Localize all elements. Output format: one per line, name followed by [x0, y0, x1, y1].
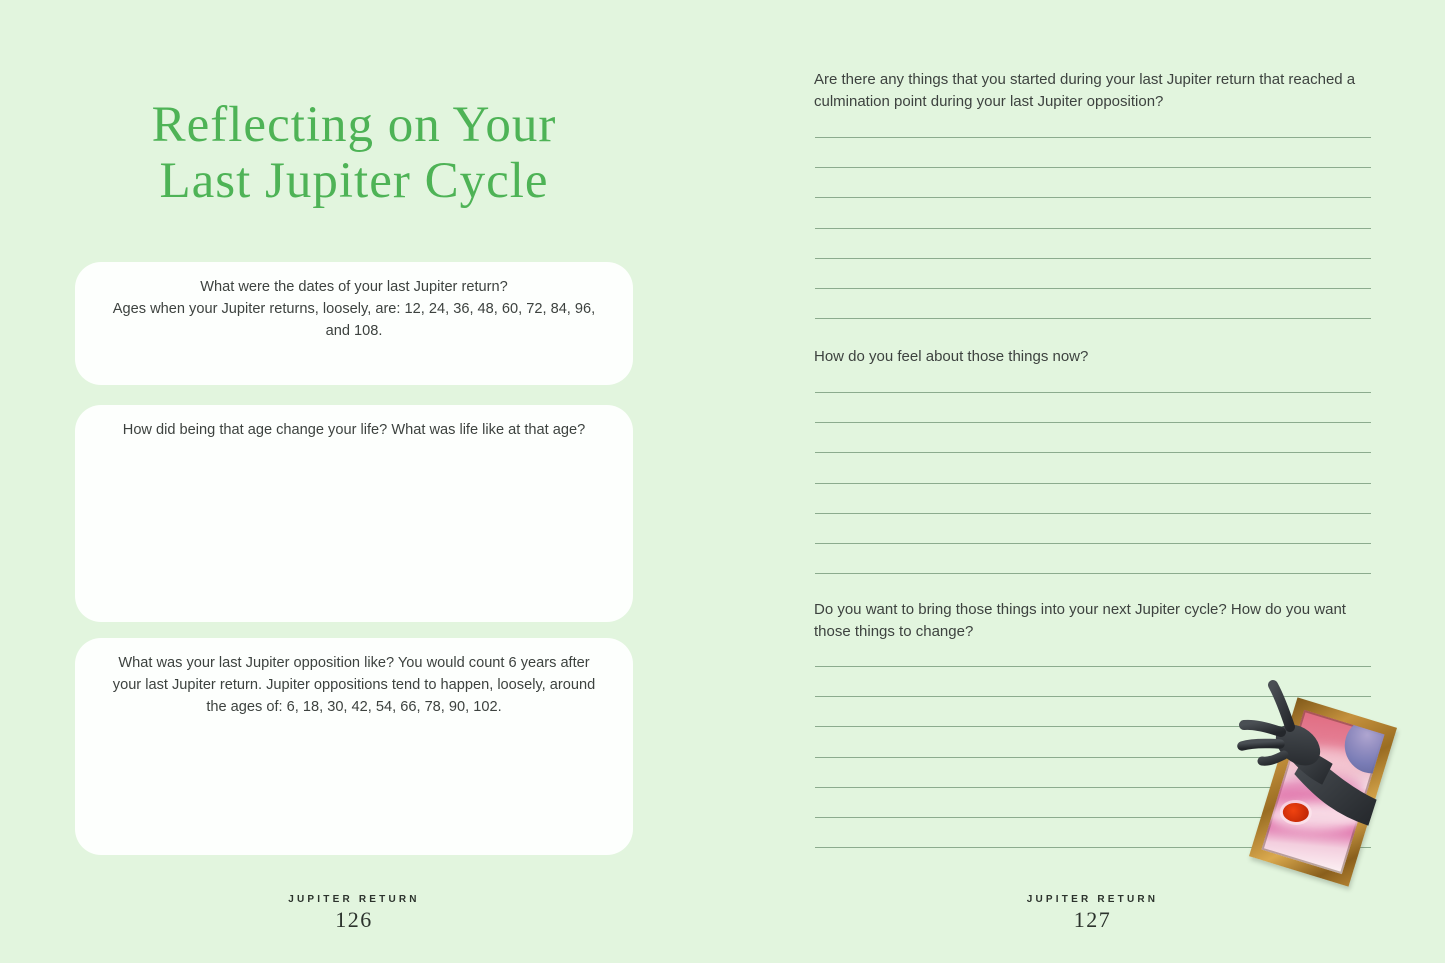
question-text: Ages when your Jupiter returns, loosely, are: 12, 24, 36, 48, 60, 72, 84, 96, and 108.: [112, 301, 596, 339]
ruled-line: [815, 422, 1371, 423]
ruled-line: [815, 573, 1371, 574]
question-text: What were the dates of your last Jupiter return?: [200, 279, 508, 295]
left-page-footer: [75, 894, 633, 933]
ruled-line: [815, 483, 1371, 484]
jupiter-frame-artwork: [1180, 652, 1445, 963]
running-head: JUPITER RETURN: [288, 894, 420, 905]
ruled-line: [815, 258, 1371, 259]
answer-box: [75, 405, 633, 622]
question-text: What was your last Jupiter opposition like? You would count 6 years after your last Jupiter return. Jupiter oppositions tend to happen, loosely, around the ages of: 6, 18, 30, 42, 54, 66, 78, 90, 102.: [112, 655, 596, 715]
reaching-hand-icon: [1180, 652, 1445, 963]
ruled-line: [815, 318, 1371, 319]
title-line-1: Reflecting on Your: [151, 97, 557, 153]
ruled-line: [815, 543, 1371, 544]
page-number: 126: [335, 907, 373, 932]
title-line-2: Last Jupiter Cycle: [159, 153, 549, 209]
answer-box: [75, 262, 633, 385]
page-title: [75, 97, 633, 209]
page-number: 127: [1073, 907, 1112, 932]
ruled-line: [815, 288, 1371, 289]
ruled-line: [815, 167, 1371, 168]
answer-box: [75, 638, 633, 855]
ruled-line: [815, 452, 1371, 453]
left-page: [75, 0, 633, 963]
question-text: How did being that age change your life? What was life like at that age?: [122, 422, 586, 438]
ruled-line: [815, 513, 1371, 514]
running-head: JUPITER RETURN: [1026, 894, 1159, 905]
ruled-line: [815, 197, 1371, 198]
ruled-line: [815, 392, 1371, 393]
ruled-line: [815, 137, 1371, 138]
question-text: Are there any things that you started during your last Jupiter return that reached a culmination point during your last Jupiter opposition?: [814, 71, 1356, 110]
ruled-line: [815, 228, 1371, 229]
question-text: How do you feel about those things now?: [814, 348, 1089, 365]
question-text: Do you want to bring those things into your next Jupiter cycle? How do you want those things to change?: [814, 601, 1346, 640]
